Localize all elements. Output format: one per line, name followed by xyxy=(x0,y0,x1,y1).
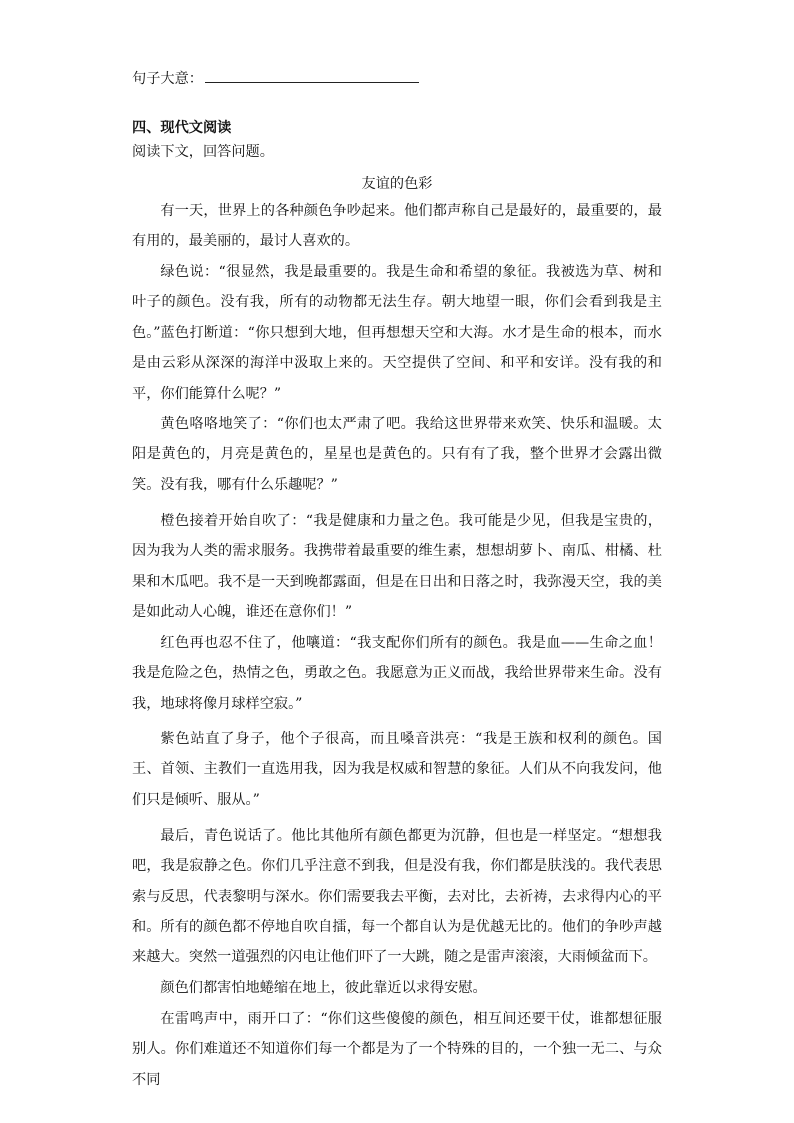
answer-blank[interactable] xyxy=(205,66,419,83)
paragraph: 绿色说：“很显然，我是最重要的。我是生命和希望的象征。我被选为草、树和叶子的颜色。没有我，所有的动物都无法生存。朝大地望一眼，你们会看到我是主色。” xyxy=(132,264,662,341)
paragraph: 红色再也忍不住了，他嚷道：“我支配你们所有的颜色。我是血——生命之血！我是危险之色，热情之色，勇敢之色。我愿意为正义而战，我给世界带来生命。没有我，地球将像月球样空寂。” xyxy=(132,635,662,712)
paragraph: 在雷鸣声中，雨开口了：“你们这些傻傻的颜色，相互间还要干仗，谁都想征服别人。你们难道还不知道你们每一个都是为了一个特殊的目的，一个独一无二、与众不同 xyxy=(132,1011,662,1088)
paragraph: 最后，青色说话了。他比其他所有颜色都更为沉静，但也是一样坚定。“想想我吧，我是寂静之色。你们几乎注意不到我，但是没有我，你们都是肤浅的。我代表思索与反思，代表黎明与深水。你们需要我去平衡，去对比，去祈祷，去求得内心的平和。 xyxy=(132,828,662,936)
paragraph: 蓝色打断道：“你只想到大地，但再想想天空和大海。水才是生命的根本，而水是由云彩从深深的海洋中汲取上来的。天空提供了空间、和平和安详。没有我的和平，你们能算什么呢？” xyxy=(132,325,662,402)
summary-label: 句子大意： xyxy=(132,71,203,87)
paragraph: 颜色们都害怕地蜷缩在地上，彼此靠近以求得安慰。 xyxy=(160,980,487,996)
summary-prompt xyxy=(132,66,419,88)
paragraph: 黄色咯咯地笑了：“你们也太严肃了吧。我给这世界带来欢笑、快乐和温暖。太阳是黄色的，月亮是黄色的，星星也是黄色的。只有有了我，整个世界才会露出微笑。没有我，哪有什么乐趣呢？” xyxy=(132,416,662,493)
section-heading: 四、现代文阅读 xyxy=(132,120,232,136)
paragraph: 橙色接着开始自吹了：“我是健康和力量之色。我可能是少见，但我是宝贵的，因为我为人类的需求服务。我携带着最重要的维生素，想想胡萝卜、南瓜、柑橘、杜果和木瓜吧。我不是一天到晚都露面，但是在日出和日落之时，我弥漫天空，我的美是如此动人心魄，谁还在意你们！” xyxy=(132,513,662,621)
article-title: 友谊的色彩 xyxy=(361,176,433,192)
paragraph: 有一天，世界上的各种颜色争吵起来。他们都声称自己是最好的，最重要的，最有用的，最美丽的，最讨人喜欢的。 xyxy=(132,203,662,250)
paragraph: 所有的颜色都不停地自吹自擂，每一个都自认为是优越无比的。他们的争吵声越来越大。突然一道强烈的闪电让他们吓了一大跳，随之是雷声滚滚，大雨倾盆而下。 xyxy=(132,919,662,966)
section-instruction: 阅读下文，回答问题。 xyxy=(132,144,274,160)
paragraph: 紫色站直了身子，他个子很高，而且嗓音洪亮：“我是王族和权利的颜色。国王、首领、主教们一直选用我，因为我是权威和智慧的象征。人们从不向我发问，他们只是倾听、服从。” xyxy=(132,731,662,808)
